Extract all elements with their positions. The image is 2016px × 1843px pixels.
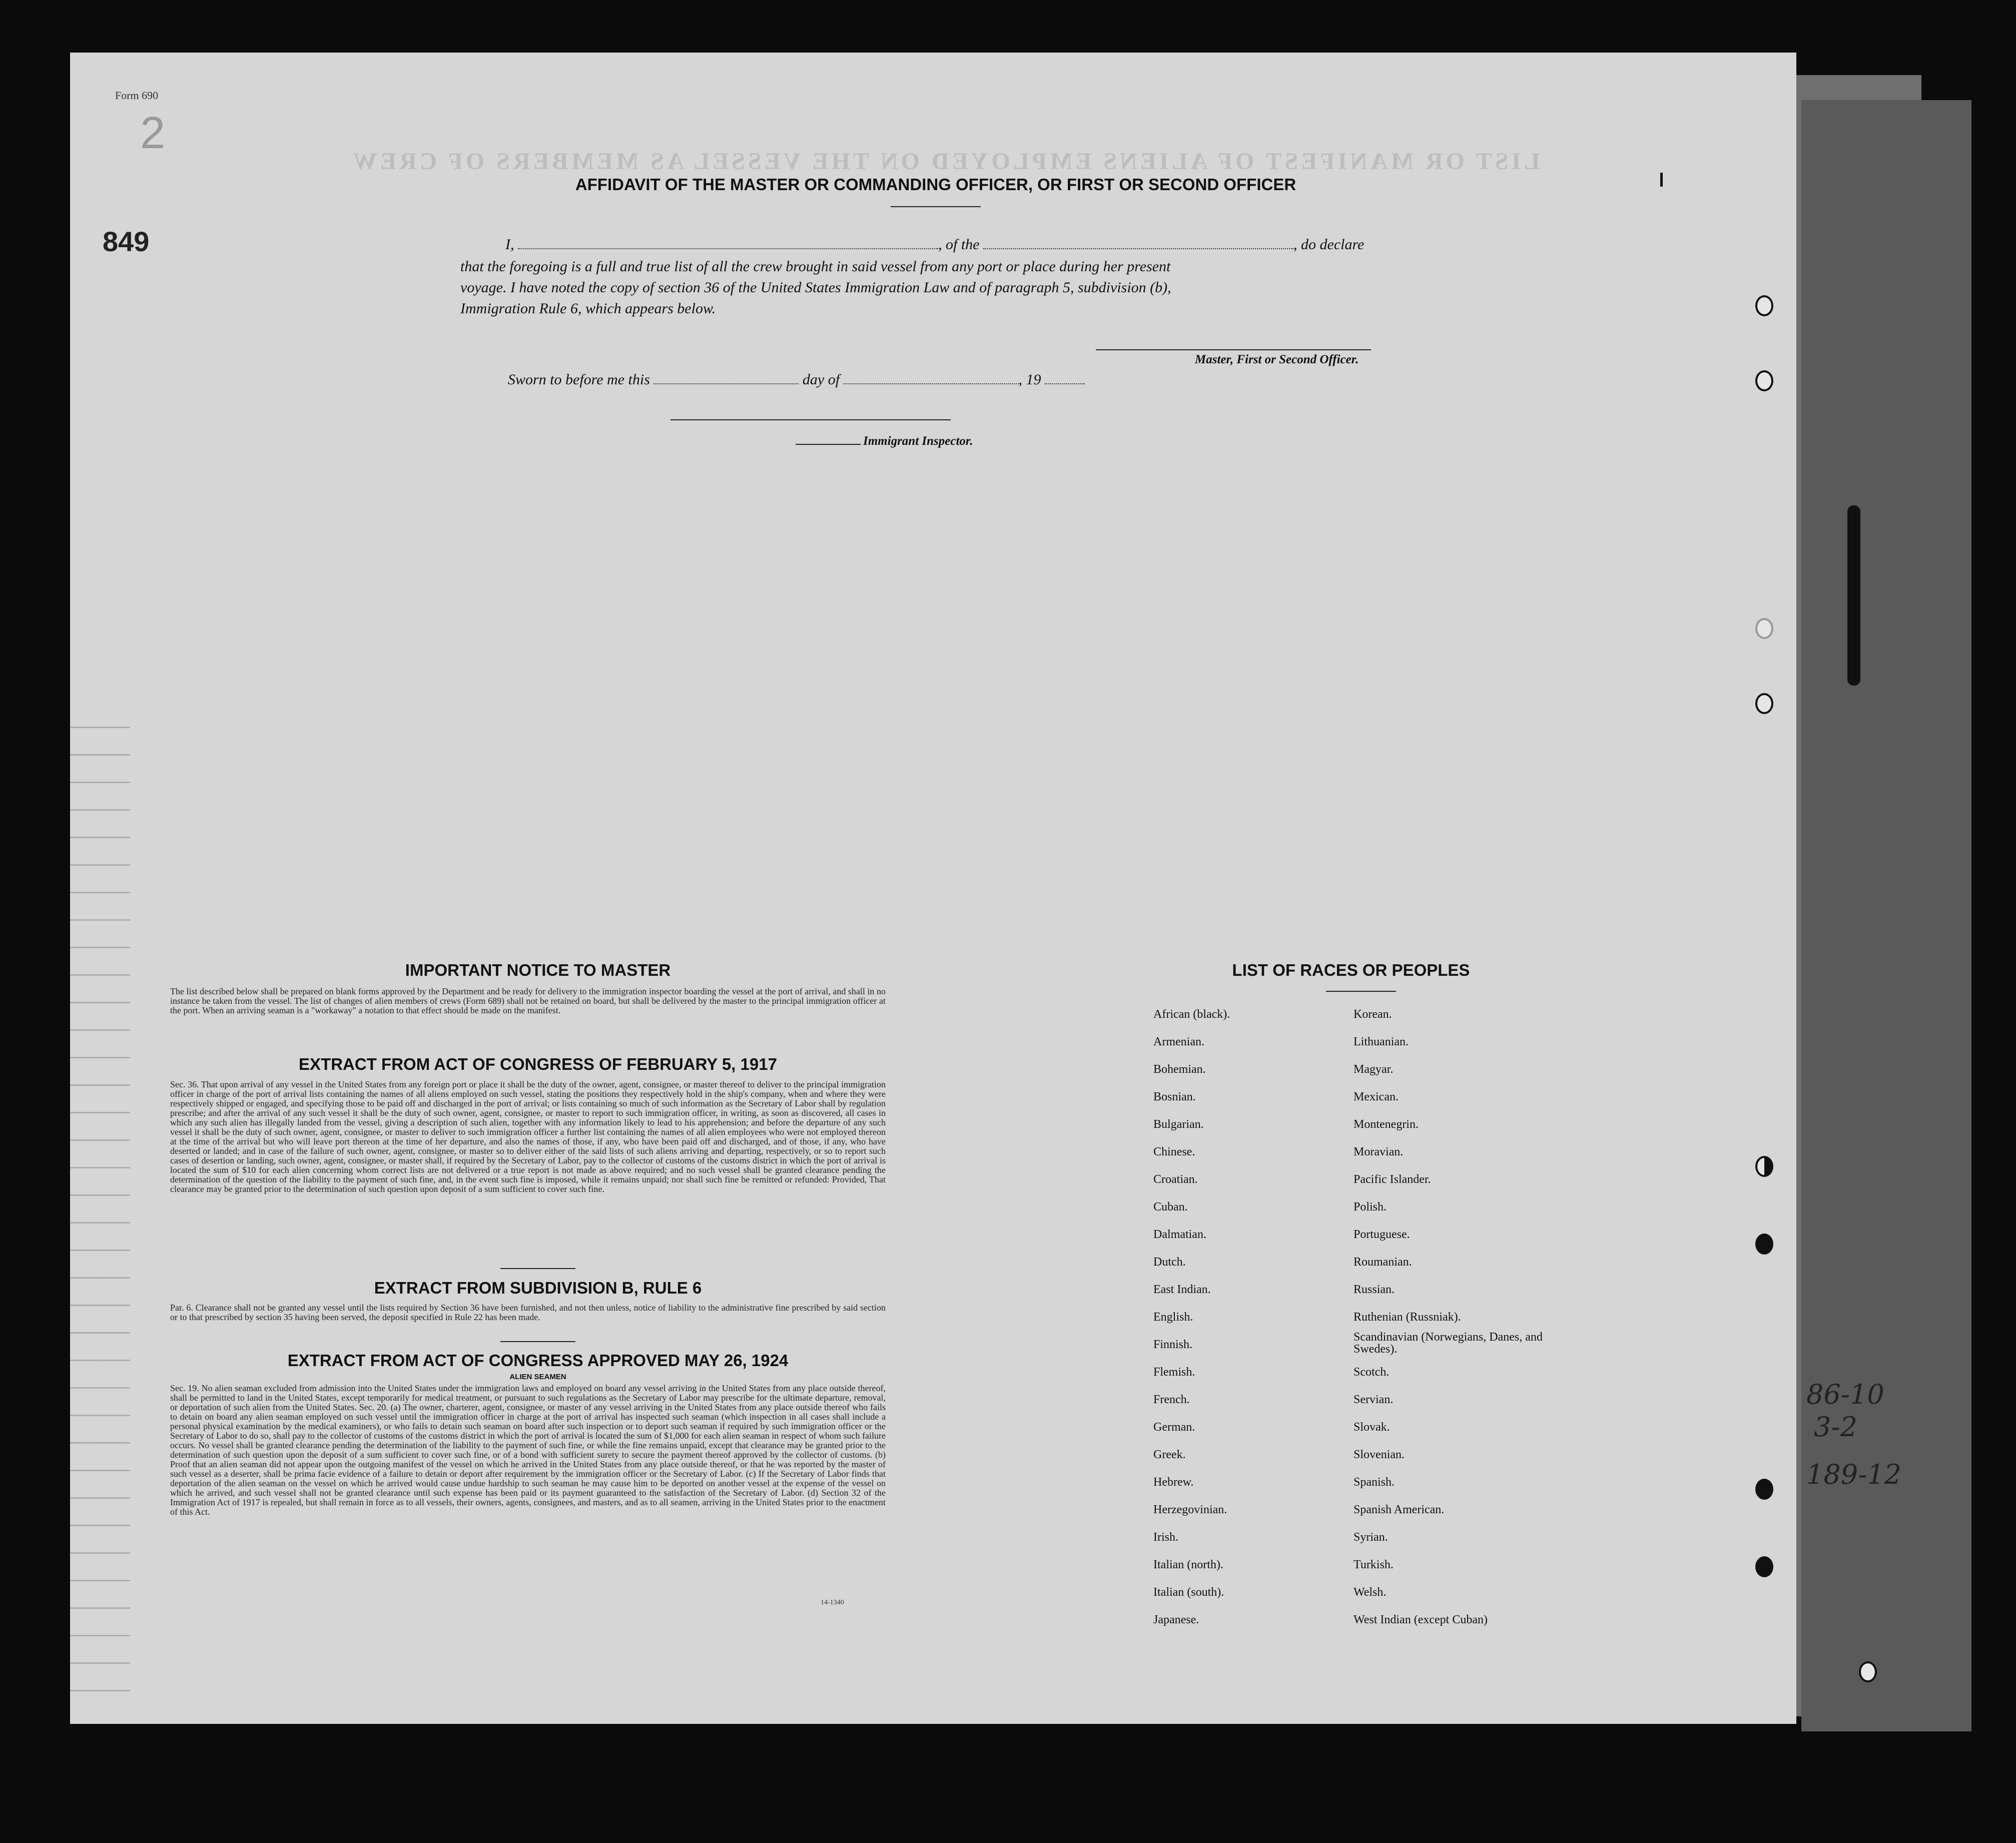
page-number: 2 <box>140 108 166 158</box>
handwritten-note-2: 3-2 <box>1814 1411 1857 1443</box>
print-code: 14-1340 <box>821 1599 844 1606</box>
race-item: Croatian. <box>1153 1173 1198 1186</box>
race-item: English. <box>1153 1311 1193 1324</box>
race-item: Ruthenian (Russniak). <box>1354 1311 1461 1324</box>
affidavit-declaration-line <box>505 234 1381 255</box>
binder-hole <box>1755 1479 1773 1500</box>
year-field[interactable] <box>1045 383 1085 384</box>
race-item: Spanish. <box>1354 1476 1395 1489</box>
race-item: Pacific Islander. <box>1354 1173 1431 1186</box>
race-item: Servian. <box>1354 1393 1394 1406</box>
race-item: Bosnian. <box>1153 1090 1196 1103</box>
races-left-column <box>1153 1001 1333 1634</box>
master-signature-line[interactable] <box>1096 349 1371 350</box>
race-item: Portuguese. <box>1354 1228 1410 1241</box>
binder-hole <box>1859 1661 1877 1682</box>
year-label: , 19 <box>1018 371 1041 388</box>
race-item: Magyar. <box>1354 1063 1394 1076</box>
race-item: Mexican. <box>1354 1090 1399 1103</box>
race-item: West Indian (except Cuban) <box>1354 1613 1488 1626</box>
master-signature-label: Master, First or Second Officer. <box>1195 353 1359 366</box>
race-item: Roumanian. <box>1354 1256 1412 1269</box>
race-item: Italian (north). <box>1153 1558 1223 1571</box>
race-item: Bohemian. <box>1153 1063 1206 1076</box>
notice-text: The list described below shall be prepared on blank forms approved by the Department and be ready for delivery to the immigration inspector boarding the vessel at the port of arrival, and shall in no instance be taken from the vessel. The list of changes of alien members of crews (Form 689) shall not be retained on board, but shall be delivered by the master to the principal immigration officer at the port. When an arriving seaman is a "workaway" a notation to that effect should be made on the manifest. <box>170 987 886 1015</box>
binder-hole <box>1755 618 1773 639</box>
races-title-underline <box>1326 991 1396 992</box>
sworn-line <box>508 369 1085 390</box>
race-item: Italian (south). <box>1153 1586 1224 1599</box>
race-item: Slovenian. <box>1354 1448 1405 1461</box>
race-item: Greek. <box>1153 1448 1186 1461</box>
month-field[interactable] <box>844 383 1019 384</box>
extract-1924-title: EXTRACT FROM ACT OF CONGRESS APPROVED MAY 26, 1924 <box>287 1351 789 1370</box>
extract-1917-title: EXTRACT FROM ACT OF CONGRESS OF FEBRUARY 5, 1917 <box>299 1055 777 1073</box>
race-item: Lithuanian. <box>1354 1035 1409 1048</box>
race-item: Russian. <box>1354 1283 1395 1296</box>
race-item: Montenegrin. <box>1354 1118 1419 1131</box>
extract-rule6-title: EXTRACT FROM SUBDIVISION B, RULE 6 <box>374 1279 702 1297</box>
race-item: Chinese. <box>1153 1145 1195 1158</box>
binder-hole <box>1755 1156 1773 1177</box>
handwritten-note-1: 86-10 <box>1806 1379 1884 1410</box>
race-item: Flemish. <box>1153 1366 1195 1379</box>
race-item: Dutch. <box>1153 1256 1186 1269</box>
races-right-column <box>1354 1001 1574 1634</box>
race-item: Polish. <box>1354 1200 1387 1213</box>
race-item: Korean. <box>1354 1008 1392 1021</box>
binder-hole <box>1755 295 1773 316</box>
races-title: LIST OF RACES OR PEOPLES <box>1232 961 1470 979</box>
name-field[interactable] <box>518 248 938 249</box>
race-item: Scandinavian (Norwegians, Danes, and Swedes). <box>1354 1331 1543 1356</box>
check-tick <box>1660 173 1663 187</box>
day-field[interactable] <box>653 383 799 384</box>
title-underline <box>891 206 981 207</box>
affidavit-title: AFFIDAVIT OF THE MASTER OR COMMANDING OFFICER, OR FIRST OR SECOND OFFICER <box>575 175 1296 194</box>
race-item: Herzegovinian. <box>1153 1503 1227 1516</box>
section-divider <box>500 1341 575 1342</box>
section-divider <box>500 1268 575 1269</box>
race-item: Dalmatian. <box>1153 1228 1206 1241</box>
affidavit-line-1: that the foregoing is a full and true list of all the crew brought in said vessel from any port or place during her present <box>460 258 1171 275</box>
race-item: East Indian. <box>1153 1283 1211 1296</box>
ledger-lines <box>70 701 130 1701</box>
race-item: Scotch. <box>1354 1366 1390 1379</box>
race-item: Welsh. <box>1354 1586 1387 1599</box>
race-item: Bulgarian. <box>1153 1118 1204 1131</box>
affidavit-do-declare: , do declare <box>1293 236 1365 253</box>
affidavit-line-2: voyage. I have noted the copy of section 36 of the United States Immigration Law and of paragraph 5, subdivision (b), <box>460 279 1171 296</box>
affidavit-line-3: Immigration Rule 6, which appears below. <box>460 300 716 317</box>
race-item: German. <box>1153 1421 1195 1434</box>
race-item: Spanish American. <box>1354 1503 1445 1516</box>
binder-hole <box>1755 1234 1773 1255</box>
binder-hole <box>1755 370 1773 391</box>
extract-1924-text: Sec. 19. No alien seaman excluded from admission into the United States under the immigration laws and employed on board any vessel arriving in the United States from any place outside thereof, shall be permitted to land in the United States, except temporarily for medical treatment, or pursuant to such regulations as the Secretary of Labor may prescribe for the ultimate departure, removal, or deportation of such alien from the United States. Sec. 20. (a) The owner, charterer, agent, consignee, or master of any vessel arriving in the United States from any place outside thereof who fails to detain on board any alien seaman employed on such vessel until the immigration officer in charge at the port of arrival has inspected such seaman (which inspection in all cases shall include a personal physical examination by the medical examiners), or who fails to detain such seaman on board after such inspection or to deport such seaman if required by such immigration officer or the Secretary of Labor to do so, shall pay to the collector of customs of the customs district in which the port of arrival is located the sum of $1,000 for each alien seaman in respect of whom such failure occurs. No vessel shall be granted clearance pending the determination of the liability to the payment of such fine, or while the fine remains unpaid, except that clearance may be granted prior to the determination of such question upon the deposit of a sum sufficient to cover such fine, or of a bond with sufficient surety to secure the payment thereof approved by the collector of customs. (b) Proof that an alien seaman did not appear upon the outgoing manifest of the vessel on which he arrived in the United States from any place outside thereof, or that he was reported by the master of such vessel as a deserter, shall be prima facie evidence of a failure to detain or deport after requirement by the immigration officer or the Secretary of Labor. (c) If the Secretary of Labor finds that deportation of the alien seaman on the vessel on which he arrived would cause undue hardship to such seaman he may cause him to be deported on another vessel at the expense of the vessel on which he arrived, and such vessel shall not be granted clearance until such expense has been paid or its payment guaranteed to the satisfaction of the Secretary of Labor. (d) Section 32 of the Immigration Act of 1917 is repealed, but shall remain in force as to all vessels, their owners, agents, consignees, and masters, and as to all seamen, arriving in the United States prior to the enactment of this Act. <box>170 1384 886 1517</box>
binder-hole <box>1755 693 1773 714</box>
affidavit-i-label: I, <box>505 236 514 253</box>
binder-hole <box>1755 1556 1773 1577</box>
race-item: Turkish. <box>1354 1558 1394 1571</box>
race-item: African (black). <box>1153 1008 1230 1021</box>
race-item: Moravian. <box>1354 1145 1404 1158</box>
handwritten-note-3: 189-12 <box>1806 1459 1902 1490</box>
race-item: Finnish. <box>1153 1338 1193 1351</box>
bleed-through-heading: LIST OR MANIFEST OF ALIENS EMPLOYED ON THE VESSEL AS MEMBERS OF CREW <box>350 148 1540 175</box>
sworn-label: Sworn to before me this <box>508 371 650 388</box>
race-item: French. <box>1153 1393 1190 1406</box>
vessel-field[interactable] <box>983 248 1293 249</box>
day-of-label: day of <box>802 371 840 388</box>
inspector-short-line <box>796 444 861 445</box>
extract-rule6-text: Par. 6. Clearance shall not be granted any vessel until the lists required by Section 36 have been furnished, and not then unless, notice of liability to the administrative fine prescribed by said section or to that prescribed by section 35 having been served, the deposit specified in Rule 22 has been made. <box>170 1303 886 1322</box>
race-item: Armenian. <box>1153 1035 1204 1048</box>
race-item: Syrian. <box>1354 1531 1388 1544</box>
inspector-signature-line[interactable] <box>670 419 951 420</box>
notice-title: IMPORTANT NOTICE TO MASTER <box>405 961 671 979</box>
handwritten-stroke <box>1847 505 1860 686</box>
manuscript-number: 849 <box>103 226 150 257</box>
affidavit-of-the: , of the <box>938 236 980 253</box>
race-item: Irish. <box>1153 1531 1178 1544</box>
race-item: Hebrew. <box>1153 1476 1194 1489</box>
race-item: Slovak. <box>1354 1421 1390 1434</box>
race-item: Cuban. <box>1153 1200 1188 1213</box>
extract-1917-text: Sec. 36. That upon arrival of any vessel in the United States from any foreign port or place it shall be the duty of the owner, agent, consignee, or master thereof to deliver to the principal immigration officer in charge of the port of arrival lists containing the names of all aliens employed on such vessel, stating the positions they respectively hold in the ship's company, when and where they were respectively shipped or engaged, and specifying those to be paid off and discharged in the port of arrival; or lists containing so much of such information as the Secretary of Labor shall by regulation prescribe; and after the arrival of any such vessel it shall be the duty of such owner, agent, consignee, or master to report to such immigration officer, in writing, as soon as discovered, all cases in which any such alien has illegally landed from the vessel, giving a description of such alien, together with any information likely to lead to his apprehension; and before the departure of any such vessel it shall be the duty of such owner, agent, consignee, or master to deliver to such immigration officer a further list containing the names of all alien employees who were not employed thereon at the time of the arrival but who will leave port thereon at the time of her departure, and also the names of those, if any, who have been paid off and discharged, and of those, if any, who have deserted or landed; and in case of the failure of such owner, agent, consignee, or master so to deliver either of the said lists of such aliens arriving and departing, respectively, or so to report such cases of desertion or landing, such owner, agent, consignee, or master shall, if required by the Secretary of Labor, pay to the collector of customs of the customs district in which the port of arrival is located the sum of $10 for each alien concerning whom correct lists are not delivered or a true report is not made as above required; and no such vessel shall be granted clearance pending the determination of the question of the liability to the payment of such fine, and, in the event such fine is imposed, while it remains unpaid; nor shall such fine be remitted or refunded: Provided, That clearance may be granted prior to the determination of such question upon deposit of a sum sufficient to cover such fine. <box>170 1080 886 1194</box>
race-item: Japanese. <box>1153 1613 1199 1626</box>
alien-seamen-subtitle: ALIEN SEAMEN <box>509 1373 566 1381</box>
form-number: Form 690 <box>115 89 159 102</box>
inspector-label: Immigrant Inspector. <box>863 434 973 448</box>
